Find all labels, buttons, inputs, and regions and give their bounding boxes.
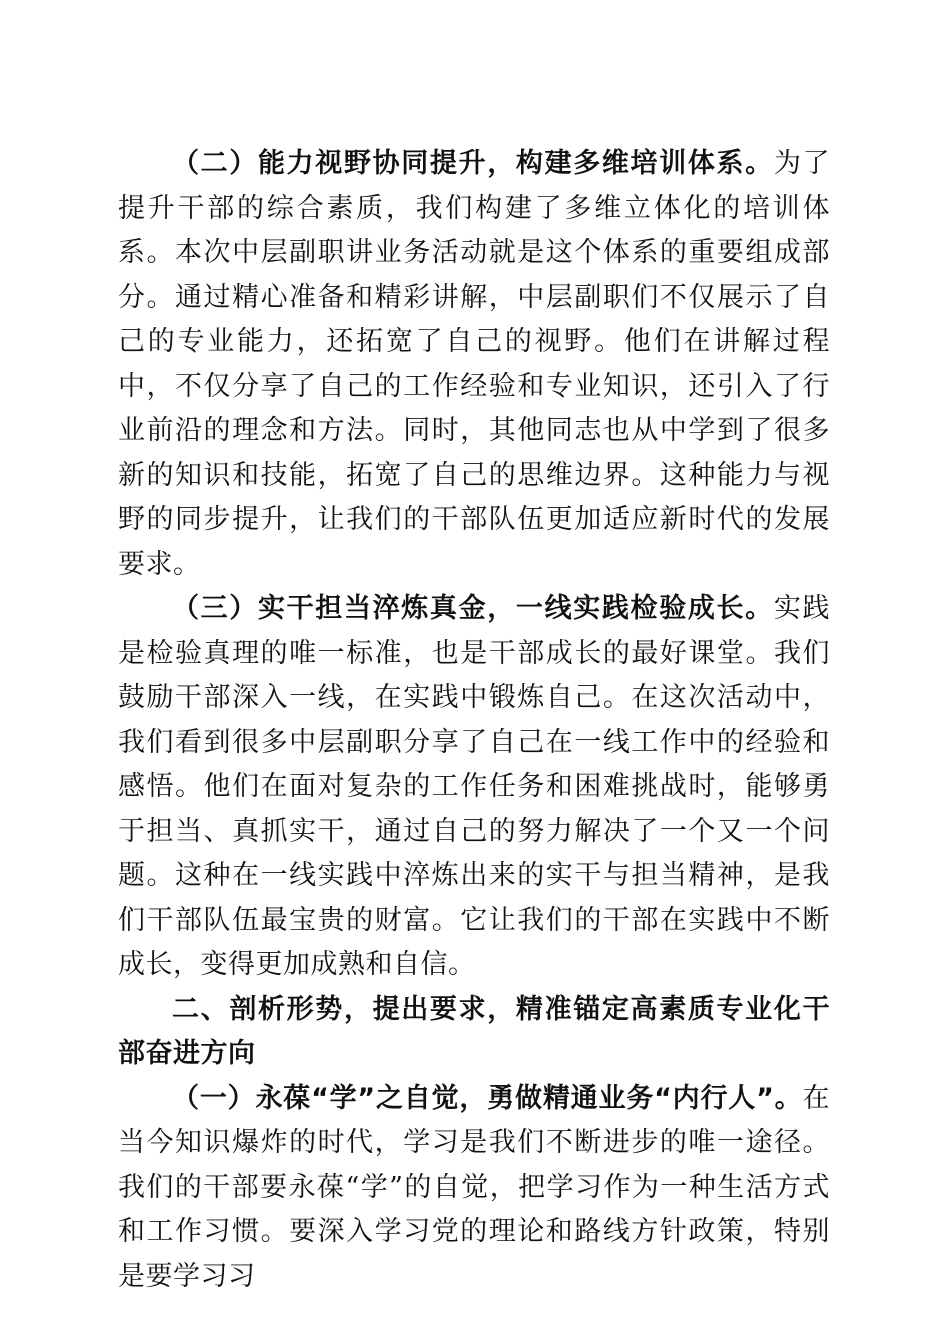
- paragraph-text: 在当今知识爆炸的时代，学习是我们不断进步的唯一途径。我们的干部要永葆“学”的自觉，把学习作为一种生活方式和工作习惯。要深入学习党的理论和路线方针政策，特别是要学习习: [118, 1082, 830, 1292]
- paragraph-text: 实践是检验真理的唯一标准，也是干部成长的最好课堂。我们鼓励干部深入一线，在实践中锻炼自己。在这次活动中，我们看到很多中层副职分享了自己在一线工作中的经验和感悟。他们在面对复杂的工作任务和困难挑战时，能够勇于担当、真抓实干，通过自己的努力解决了一个又一个问题。这种在一线实践中淬炼出来的实干与担当精神，是我们干部队伍最宝贵的财富。它让我们的干部在实践中不断成长，变得更加成熟和自信。: [118, 593, 831, 980]
- paragraph-practice-growth: [118, 587, 830, 988]
- paragraph-lead: （二）能力视野协同提升，构建多维培训体系。: [172, 148, 774, 179]
- paragraph-lead: （一）永葆“学”之自觉，勇做精通业务“内行人”。: [172, 1082, 803, 1114]
- paragraph-text: 为了提升干部的综合素质，我们构建了多维立体化的培训体系。本次中层副职讲业务活动就是这个体系的重要组成部分。通过精心准备和精彩讲解，中层副职们不仅展示了自己的专业能力，还拓宽了自己的视野。他们在讲解过程中，不仅分享了自己的工作经验和专业知识，还引入了行业前沿的理念和方法。同时，其他同志也从中学到了很多新的知识和技能，拓宽了自己的思维边界。这种能力与视野的同步提升，让我们的干部队伍更加适应新时代的发展要求。: [118, 148, 831, 580]
- paragraph-learning: [118, 1077, 830, 1300]
- paragraph-lead: （三）实干担当淬炼真金，一线实践检验成长。: [172, 593, 774, 624]
- section-heading: 二、剖析形势，提出要求，精准锚定高素质专业化干部奋进方向: [118, 993, 830, 1069]
- paragraph-capability-vision: [118, 142, 830, 587]
- document-body: [118, 142, 830, 1299]
